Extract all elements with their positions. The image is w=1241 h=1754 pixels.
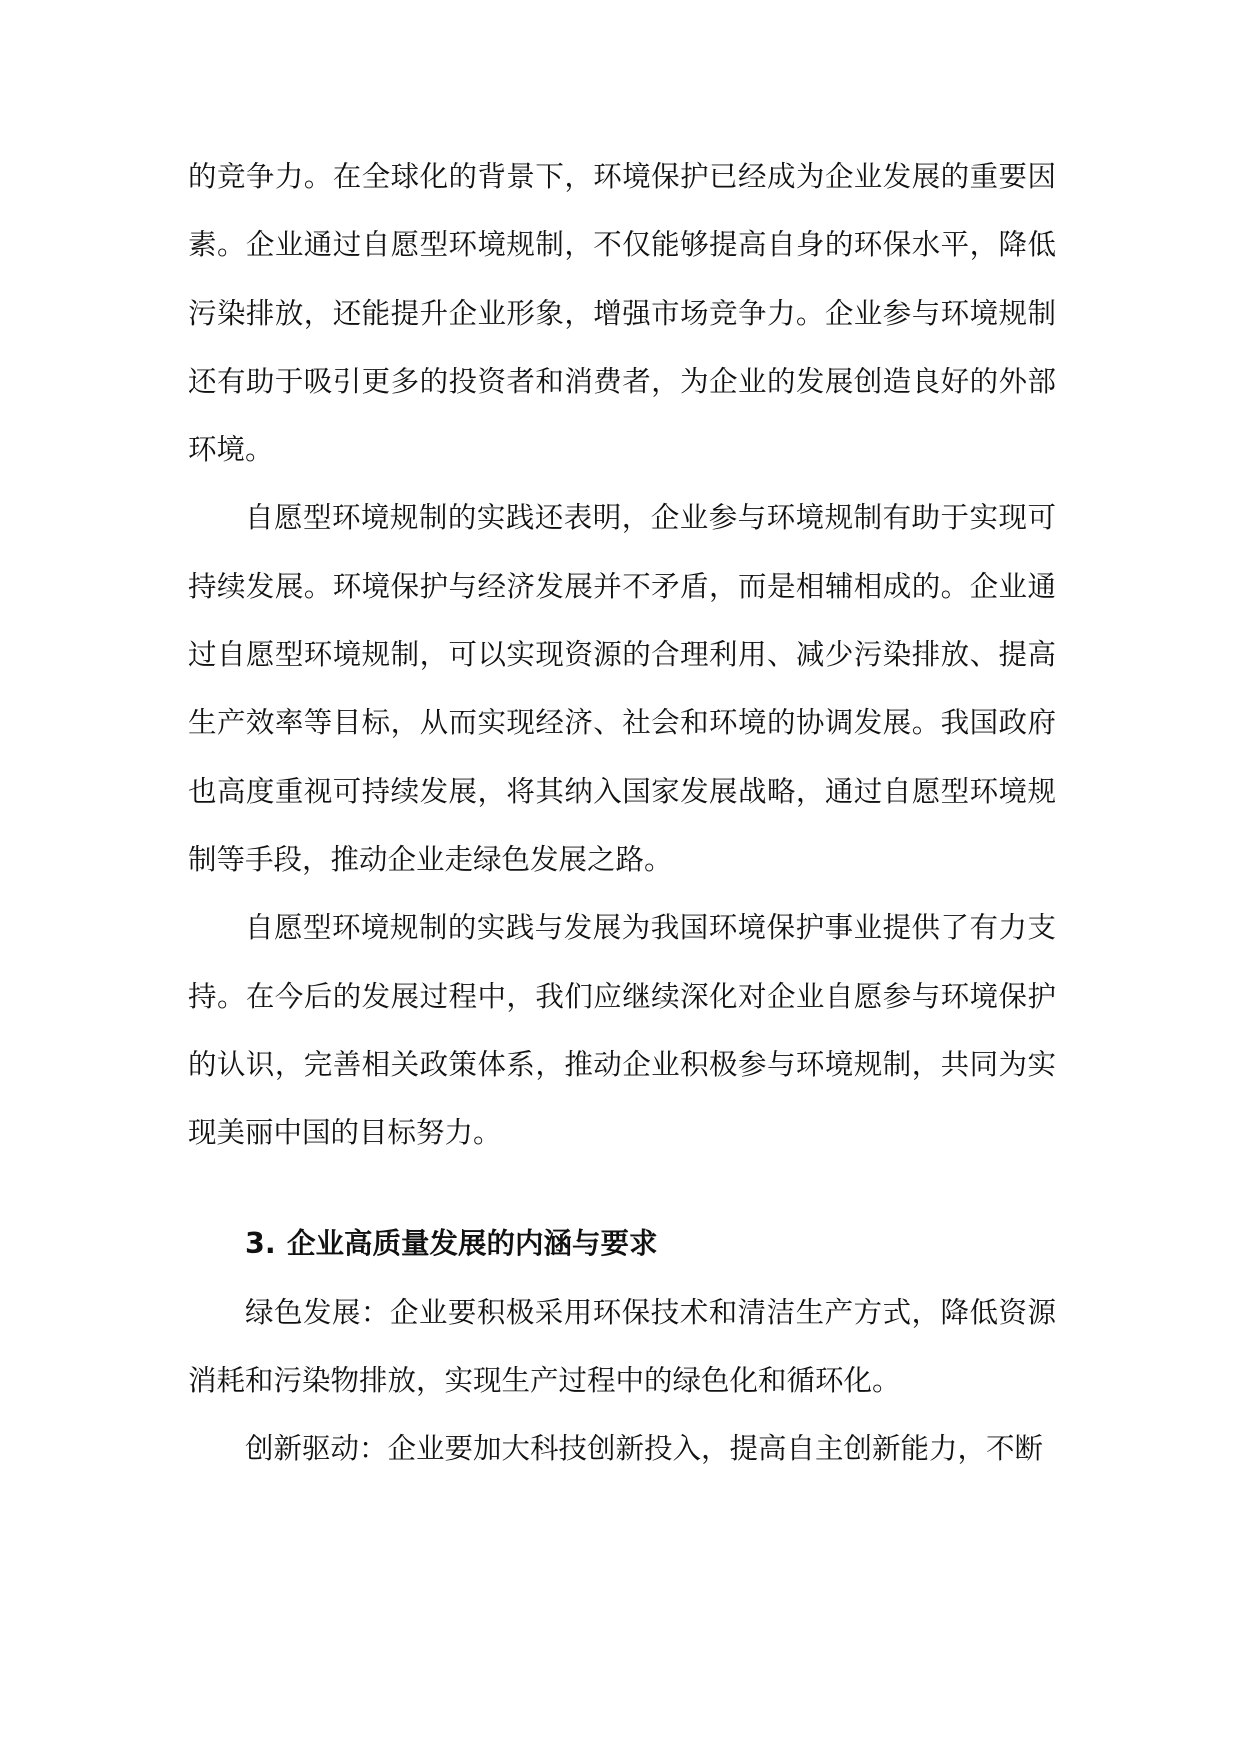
- section-number: 3.: [245, 1227, 276, 1261]
- section-title: 企业高质量发展的内涵与要求: [287, 1227, 658, 1261]
- paragraph-practice-and-development: 自愿型环境规制的实践与发展为我国环境保护事业提供了有力支持。在今后的发展过程中，我们应继续深化对企业自愿参与环境保护的认识，完善相关政策体系，推动企业积极参与环境规制，共同为实现美丽中国的目标努力。: [188, 911, 1056, 1150]
- paragraph-sustainable-development: 自愿型环境规制的实践还表明，企业参与环境规制有助于实现可持续发展。环境保护与经济发展并不矛盾，而是相辅相成的。企业通过自愿型环境规制，可以实现资源的合理利用、减少污染排放、提高生产效率等目标，从而实现经济、社会和环境的协调发展。我国政府也高度重视可持续发展，将其纳入国家发展战略，通过自愿型环境规制等手段，推动企业走绿色发展之路。: [188, 501, 1056, 876]
- paragraph-green-development: 绿色发展：企业要积极采用环保技术和清洁生产方式，降低资源消耗和污染物排放，实现生产过程中的绿色化和循环化。: [188, 1295, 1056, 1398]
- paragraph-innovation-driven: 创新驱动：企业要加大科技创新投入，提高自主创新能力，不断: [245, 1432, 1044, 1466]
- section-heading: [188, 1210, 1056, 1278]
- body-text: [188, 143, 1056, 1484]
- paragraph-continuation: 的竞争力。在全球化的背景下，环境保护已经成为企业发展的重要因素。企业通过自愿型环境规制，不仅能够提高自身的环保水平，降低污染排放，还能提升企业形象，增强市场竞争力。企业参与环境规制还有助于吸引更多的投资者和消费者，为企业的发展创造良好的外部环境。: [188, 160, 1056, 467]
